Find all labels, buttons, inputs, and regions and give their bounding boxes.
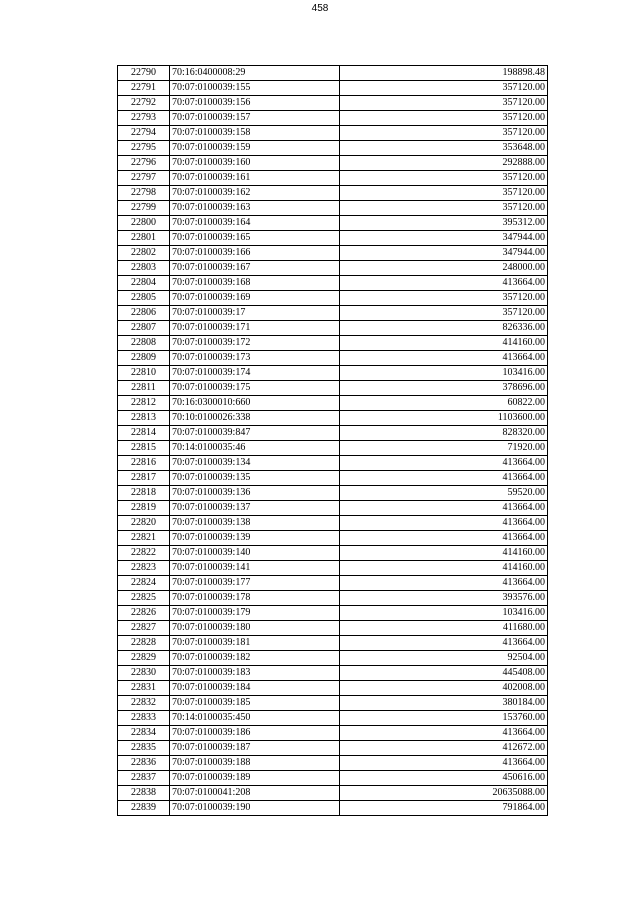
- cadastral-number-cell: 70:16:0400008:29: [170, 66, 340, 81]
- value-cell: 411680.00: [340, 621, 548, 636]
- value-cell: 59520.00: [340, 486, 548, 501]
- cadastral-number-cell: 70:07:0100039:172: [170, 336, 340, 351]
- row-number-cell: 22820: [118, 516, 170, 531]
- cadastral-number-cell: 70:07:0100039:156: [170, 96, 340, 111]
- table-row: [118, 606, 548, 621]
- table-row: [118, 576, 548, 591]
- row-number-cell: 22833: [118, 711, 170, 726]
- table-row: [118, 666, 548, 681]
- value-cell: 450616.00: [340, 771, 548, 786]
- row-number-cell: 22799: [118, 201, 170, 216]
- cadastral-number-cell: 70:07:0100039:161: [170, 171, 340, 186]
- row-number-cell: 22797: [118, 171, 170, 186]
- row-number-cell: 22795: [118, 141, 170, 156]
- cadastral-number-cell: 70:07:0100039:162: [170, 186, 340, 201]
- value-cell: 413664.00: [340, 531, 548, 546]
- table-row: [118, 186, 548, 201]
- table-row: [118, 291, 548, 306]
- cadastral-number-cell: 70:07:0100039:174: [170, 366, 340, 381]
- table-row: [118, 111, 548, 126]
- value-cell: 413664.00: [340, 501, 548, 516]
- value-cell: 791864.00: [340, 801, 548, 816]
- row-number-cell: 22798: [118, 186, 170, 201]
- cadastral-number-cell: 70:07:0100039:181: [170, 636, 340, 651]
- table-row: [118, 621, 548, 636]
- cadastral-number-cell: 70:07:0100039:138: [170, 516, 340, 531]
- table-row: [118, 66, 548, 81]
- value-cell: 357120.00: [340, 306, 548, 321]
- table-row: [118, 81, 548, 96]
- value-cell: 347944.00: [340, 246, 548, 261]
- table-row: [118, 456, 548, 471]
- table-row: [118, 426, 548, 441]
- cadastral-number-cell: 70:07:0100039:137: [170, 501, 340, 516]
- cadastral-number-cell: 70:07:0100039:134: [170, 456, 340, 471]
- value-cell: 357120.00: [340, 81, 548, 96]
- cadastral-number-cell: 70:07:0100039:182: [170, 651, 340, 666]
- value-cell: 395312.00: [340, 216, 548, 231]
- table-row: [118, 246, 548, 261]
- row-number-cell: 22830: [118, 666, 170, 681]
- row-number-cell: 22796: [118, 156, 170, 171]
- table-row: [118, 651, 548, 666]
- row-number-cell: 22823: [118, 561, 170, 576]
- row-number-cell: 22814: [118, 426, 170, 441]
- row-number-cell: 22806: [118, 306, 170, 321]
- table-row: [118, 636, 548, 651]
- table-row: [118, 531, 548, 546]
- row-number-cell: 22805: [118, 291, 170, 306]
- cadastral-number-cell: 70:16:0300010:660: [170, 396, 340, 411]
- table-row: [118, 216, 548, 231]
- value-cell: 413664.00: [340, 516, 548, 531]
- cadastral-number-cell: 70:07:0100039:164: [170, 216, 340, 231]
- row-number-cell: 22824: [118, 576, 170, 591]
- row-number-cell: 22790: [118, 66, 170, 81]
- row-number-cell: 22836: [118, 756, 170, 771]
- value-cell: 826336.00: [340, 321, 548, 336]
- row-number-cell: 22817: [118, 471, 170, 486]
- row-number-cell: 22818: [118, 486, 170, 501]
- value-cell: 92504.00: [340, 651, 548, 666]
- cadastral-number-cell: 70:07:0100039:185: [170, 696, 340, 711]
- value-cell: 828320.00: [340, 426, 548, 441]
- row-number-cell: 22804: [118, 276, 170, 291]
- cadastral-number-cell: 70:07:0100041:208: [170, 786, 340, 801]
- value-cell: 413664.00: [340, 456, 548, 471]
- cadastral-number-cell: 70:07:0100039:17: [170, 306, 340, 321]
- cadastral-number-cell: 70:10:0100026:338: [170, 411, 340, 426]
- row-number-cell: 22816: [118, 456, 170, 471]
- cadastral-number-cell: 70:07:0100039:163: [170, 201, 340, 216]
- table-row: [118, 396, 548, 411]
- cadastral-number-cell: 70:07:0100039:167: [170, 261, 340, 276]
- value-cell: 353648.00: [340, 141, 548, 156]
- table-row: [118, 126, 548, 141]
- row-number-cell: 22819: [118, 501, 170, 516]
- value-cell: 153760.00: [340, 711, 548, 726]
- cadastral-number-cell: 70:07:0100039:173: [170, 351, 340, 366]
- table-row: [118, 681, 548, 696]
- table-row: [118, 591, 548, 606]
- cadastral-number-cell: 70:07:0100039:183: [170, 666, 340, 681]
- cadastral-number-cell: 70:07:0100039:166: [170, 246, 340, 261]
- table-row: [118, 771, 548, 786]
- value-cell: 357120.00: [340, 201, 548, 216]
- value-cell: 248000.00: [340, 261, 548, 276]
- value-cell: 413664.00: [340, 576, 548, 591]
- value-cell: 1103600.00: [340, 411, 548, 426]
- page-number: 458: [311, 3, 329, 14]
- table-row: [118, 726, 548, 741]
- row-number-cell: 22793: [118, 111, 170, 126]
- value-cell: 357120.00: [340, 126, 548, 141]
- value-cell: 198898.48: [340, 66, 548, 81]
- value-cell: 413664.00: [340, 726, 548, 741]
- table-row: [118, 156, 548, 171]
- table-row: [118, 471, 548, 486]
- table-row: [118, 501, 548, 516]
- table-row: [118, 696, 548, 711]
- table-row: [118, 201, 548, 216]
- row-number-cell: 22829: [118, 651, 170, 666]
- row-number-cell: 22831: [118, 681, 170, 696]
- table-row: [118, 366, 548, 381]
- value-cell: 402008.00: [340, 681, 548, 696]
- value-cell: 413664.00: [340, 471, 548, 486]
- table-row: [118, 381, 548, 396]
- row-number-cell: 22808: [118, 336, 170, 351]
- cadastral-number-cell: 70:07:0100039:184: [170, 681, 340, 696]
- row-number-cell: 22812: [118, 396, 170, 411]
- cadastral-number-cell: 70:07:0100039:155: [170, 81, 340, 96]
- value-cell: 412672.00: [340, 741, 548, 756]
- row-number-cell: 22811: [118, 381, 170, 396]
- row-number-cell: 22813: [118, 411, 170, 426]
- row-number-cell: 22839: [118, 801, 170, 816]
- table-row: [118, 351, 548, 366]
- value-cell: 357120.00: [340, 291, 548, 306]
- row-number-cell: 22803: [118, 261, 170, 276]
- table-body: [118, 66, 548, 816]
- cadastral-number-cell: 70:07:0100039:847: [170, 426, 340, 441]
- value-cell: 103416.00: [340, 606, 548, 621]
- cadastral-number-cell: 70:07:0100039:139: [170, 531, 340, 546]
- value-cell: 292888.00: [340, 156, 548, 171]
- cadastral-number-cell: 70:07:0100039:169: [170, 291, 340, 306]
- cadastral-number-cell: 70:07:0100039:178: [170, 591, 340, 606]
- cadastral-number-cell: 70:07:0100039:179: [170, 606, 340, 621]
- row-number-cell: 22828: [118, 636, 170, 651]
- table-row: [118, 141, 548, 156]
- row-number-cell: 22834: [118, 726, 170, 741]
- cadastral-number-cell: 70:07:0100039:165: [170, 231, 340, 246]
- row-number-cell: 22815: [118, 441, 170, 456]
- table-row: [118, 411, 548, 426]
- row-number-cell: 22791: [118, 81, 170, 96]
- data-table: [117, 65, 548, 816]
- value-cell: 71920.00: [340, 441, 548, 456]
- row-number-cell: 22838: [118, 786, 170, 801]
- value-cell: 414160.00: [340, 546, 548, 561]
- cadastral-number-cell: 70:07:0100039:180: [170, 621, 340, 636]
- row-number-cell: 22810: [118, 366, 170, 381]
- row-number-cell: 22800: [118, 216, 170, 231]
- row-number-cell: 22832: [118, 696, 170, 711]
- cadastral-number-cell: 70:07:0100039:158: [170, 126, 340, 141]
- row-number-cell: 22827: [118, 621, 170, 636]
- row-number-cell: 22821: [118, 531, 170, 546]
- value-cell: 60822.00: [340, 396, 548, 411]
- table-row: [118, 756, 548, 771]
- cadastral-number-cell: 70:07:0100039:175: [170, 381, 340, 396]
- cadastral-number-cell: 70:07:0100039:187: [170, 741, 340, 756]
- value-cell: 393576.00: [340, 591, 548, 606]
- table-row: [118, 321, 548, 336]
- value-cell: 357120.00: [340, 171, 548, 186]
- value-cell: 357120.00: [340, 186, 548, 201]
- value-cell: 357120.00: [340, 111, 548, 126]
- table-row: [118, 171, 548, 186]
- table-row: [118, 711, 548, 726]
- table-row: [118, 561, 548, 576]
- value-cell: 413664.00: [340, 756, 548, 771]
- value-cell: 445408.00: [340, 666, 548, 681]
- value-cell: 413664.00: [340, 636, 548, 651]
- value-cell: 103416.00: [340, 366, 548, 381]
- table-row: [118, 486, 548, 501]
- row-number-cell: 22792: [118, 96, 170, 111]
- value-cell: 413664.00: [340, 351, 548, 366]
- value-cell: 414160.00: [340, 336, 548, 351]
- row-number-cell: 22837: [118, 771, 170, 786]
- value-cell: 357120.00: [340, 96, 548, 111]
- table-row: [118, 261, 548, 276]
- value-cell: 347944.00: [340, 231, 548, 246]
- row-number-cell: 22825: [118, 591, 170, 606]
- table-row: [118, 801, 548, 816]
- cadastral-number-cell: 70:07:0100039:160: [170, 156, 340, 171]
- table-row: [118, 231, 548, 246]
- cadastral-number-cell: 70:07:0100039:171: [170, 321, 340, 336]
- cadastral-number-cell: 70:07:0100039:157: [170, 111, 340, 126]
- row-number-cell: 22826: [118, 606, 170, 621]
- cadastral-number-cell: 70:07:0100039:136: [170, 486, 340, 501]
- row-number-cell: 22809: [118, 351, 170, 366]
- cadastral-number-cell: 70:14:0100035:46: [170, 441, 340, 456]
- table-row: [118, 276, 548, 291]
- cadastral-number-cell: 70:07:0100039:135: [170, 471, 340, 486]
- cadastral-number-cell: 70:07:0100039:177: [170, 576, 340, 591]
- cadastral-number-cell: 70:07:0100039:190: [170, 801, 340, 816]
- cadastral-number-cell: 70:07:0100039:189: [170, 771, 340, 786]
- table-row: [118, 786, 548, 801]
- cadastral-number-cell: 70:07:0100039:188: [170, 756, 340, 771]
- value-cell: 414160.00: [340, 561, 548, 576]
- cadastral-number-cell: 70:07:0100039:141: [170, 561, 340, 576]
- table-row: [118, 546, 548, 561]
- row-number-cell: 22794: [118, 126, 170, 141]
- value-cell: 20635088.00: [340, 786, 548, 801]
- cadastral-number-cell: 70:07:0100039:159: [170, 141, 340, 156]
- cadastral-number-cell: 70:07:0100039:186: [170, 726, 340, 741]
- row-number-cell: 22822: [118, 546, 170, 561]
- table-row: [118, 306, 548, 321]
- table-row: [118, 441, 548, 456]
- value-cell: 378696.00: [340, 381, 548, 396]
- table-row: [118, 741, 548, 756]
- table-row: [118, 516, 548, 531]
- table-row: [118, 336, 548, 351]
- row-number-cell: 22835: [118, 741, 170, 756]
- cadastral-number-cell: 70:07:0100039:168: [170, 276, 340, 291]
- cadastral-number-cell: 70:07:0100039:140: [170, 546, 340, 561]
- row-number-cell: 22802: [118, 246, 170, 261]
- table-row: [118, 96, 548, 111]
- row-number-cell: 22801: [118, 231, 170, 246]
- row-number-cell: 22807: [118, 321, 170, 336]
- value-cell: 380184.00: [340, 696, 548, 711]
- value-cell: 413664.00: [340, 276, 548, 291]
- cadastral-number-cell: 70:14:0100035:450: [170, 711, 340, 726]
